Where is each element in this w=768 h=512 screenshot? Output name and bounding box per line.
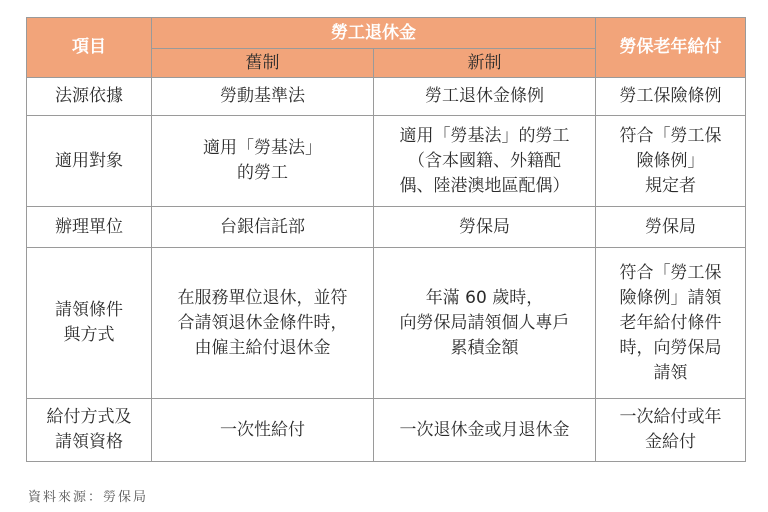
old-system-cell <box>152 78 374 116</box>
cell-line: 一次給付或年 <box>619 407 722 427</box>
cell-line: 一次性給付 <box>220 419 305 440</box>
header-item: 項目 <box>27 18 152 78</box>
cell-line: 勞動基準法 <box>220 86 305 106</box>
cell-line: 適用對象 <box>55 150 123 171</box>
insurance-cell <box>596 78 746 116</box>
insurance-cell <box>596 399 746 462</box>
table-row <box>27 78 746 116</box>
cell-line: （含本國籍、外籍配 <box>408 150 561 171</box>
table-row <box>27 399 746 462</box>
cell-line: 符合「勞工保 <box>619 125 722 146</box>
cell-line: 合請領退休金條件時， <box>177 312 348 333</box>
cell-line: 請領資格 <box>55 432 123 452</box>
cell-line: 累積金額 <box>450 337 519 358</box>
old-system-cell <box>152 116 374 207</box>
insurance-cell <box>596 207 746 248</box>
cell-line: 勞工退休金條例 <box>425 86 544 106</box>
cell-line: 險條例」請領 <box>619 287 722 308</box>
cell-line: 年滿 60 歲時， <box>425 287 544 308</box>
cell-line: 的勞工 <box>237 163 288 183</box>
row-label-cell <box>27 399 152 462</box>
new-system-cell <box>374 399 596 462</box>
insurance-cell <box>596 116 746 207</box>
cell-line: 符合「勞工保 <box>619 262 722 283</box>
comparison-table <box>26 17 746 462</box>
header-old-system: 舊制 <box>152 49 374 78</box>
insurance-cell <box>596 248 746 399</box>
header-row <box>27 18 746 49</box>
table-row <box>27 116 746 207</box>
cell-line: 勞保局 <box>459 216 510 237</box>
cell-line: 與方式 <box>63 325 115 345</box>
old-system-cell <box>152 207 374 248</box>
table-row <box>27 248 746 399</box>
cell-line: 適用「勞基法」 <box>203 138 322 158</box>
cell-line: 時，向勞保局 <box>619 337 722 358</box>
old-system-cell <box>152 248 374 399</box>
table-row <box>27 207 746 248</box>
cell-line: 老年給付條件 <box>619 312 722 333</box>
cell-line: 勞保局 <box>645 216 696 237</box>
cell-line: 辦理單位 <box>55 216 123 237</box>
header-new-system: 新制 <box>374 49 596 78</box>
cell-line: 給付方式及 <box>46 407 132 427</box>
cell-line: 勞工保險條例 <box>619 86 722 106</box>
cell-line: 法源依據 <box>55 86 123 106</box>
cell-line: 台銀信託部 <box>220 216 305 237</box>
cell-line: 由僱主給付退休金 <box>194 337 331 358</box>
new-system-cell <box>374 207 596 248</box>
cell-line: 向勞保局請領個人專戶 <box>399 312 570 333</box>
row-label-cell <box>27 248 152 399</box>
cell-line: 在服務單位退休，並符 <box>177 287 348 308</box>
header-pension-group: 勞工退休金 <box>152 18 596 49</box>
row-label-cell <box>27 78 152 116</box>
new-system-cell <box>374 78 596 116</box>
cell-line: 請領條件 <box>55 300 123 320</box>
header-insurance: 勞保老年給付 <box>596 18 746 78</box>
cell-line: 險條例」 <box>636 150 705 171</box>
cell-line: 請領 <box>653 362 688 383</box>
cell-line: 一次退休金或月退休金 <box>399 419 570 440</box>
cell-line: 適用「勞基法」的勞工 <box>399 125 570 146</box>
cell-line: 偶、陸港澳地區配偶） <box>399 175 570 196</box>
cell-line: 金給付 <box>645 432 696 452</box>
row-label-cell <box>27 207 152 248</box>
new-system-cell <box>374 248 596 399</box>
new-system-cell <box>374 116 596 207</box>
source-note: 資料來源：勞保局 <box>28 490 149 505</box>
old-system-cell <box>152 399 374 462</box>
row-label-cell <box>27 116 152 207</box>
cell-line: 規定者 <box>645 175 696 196</box>
